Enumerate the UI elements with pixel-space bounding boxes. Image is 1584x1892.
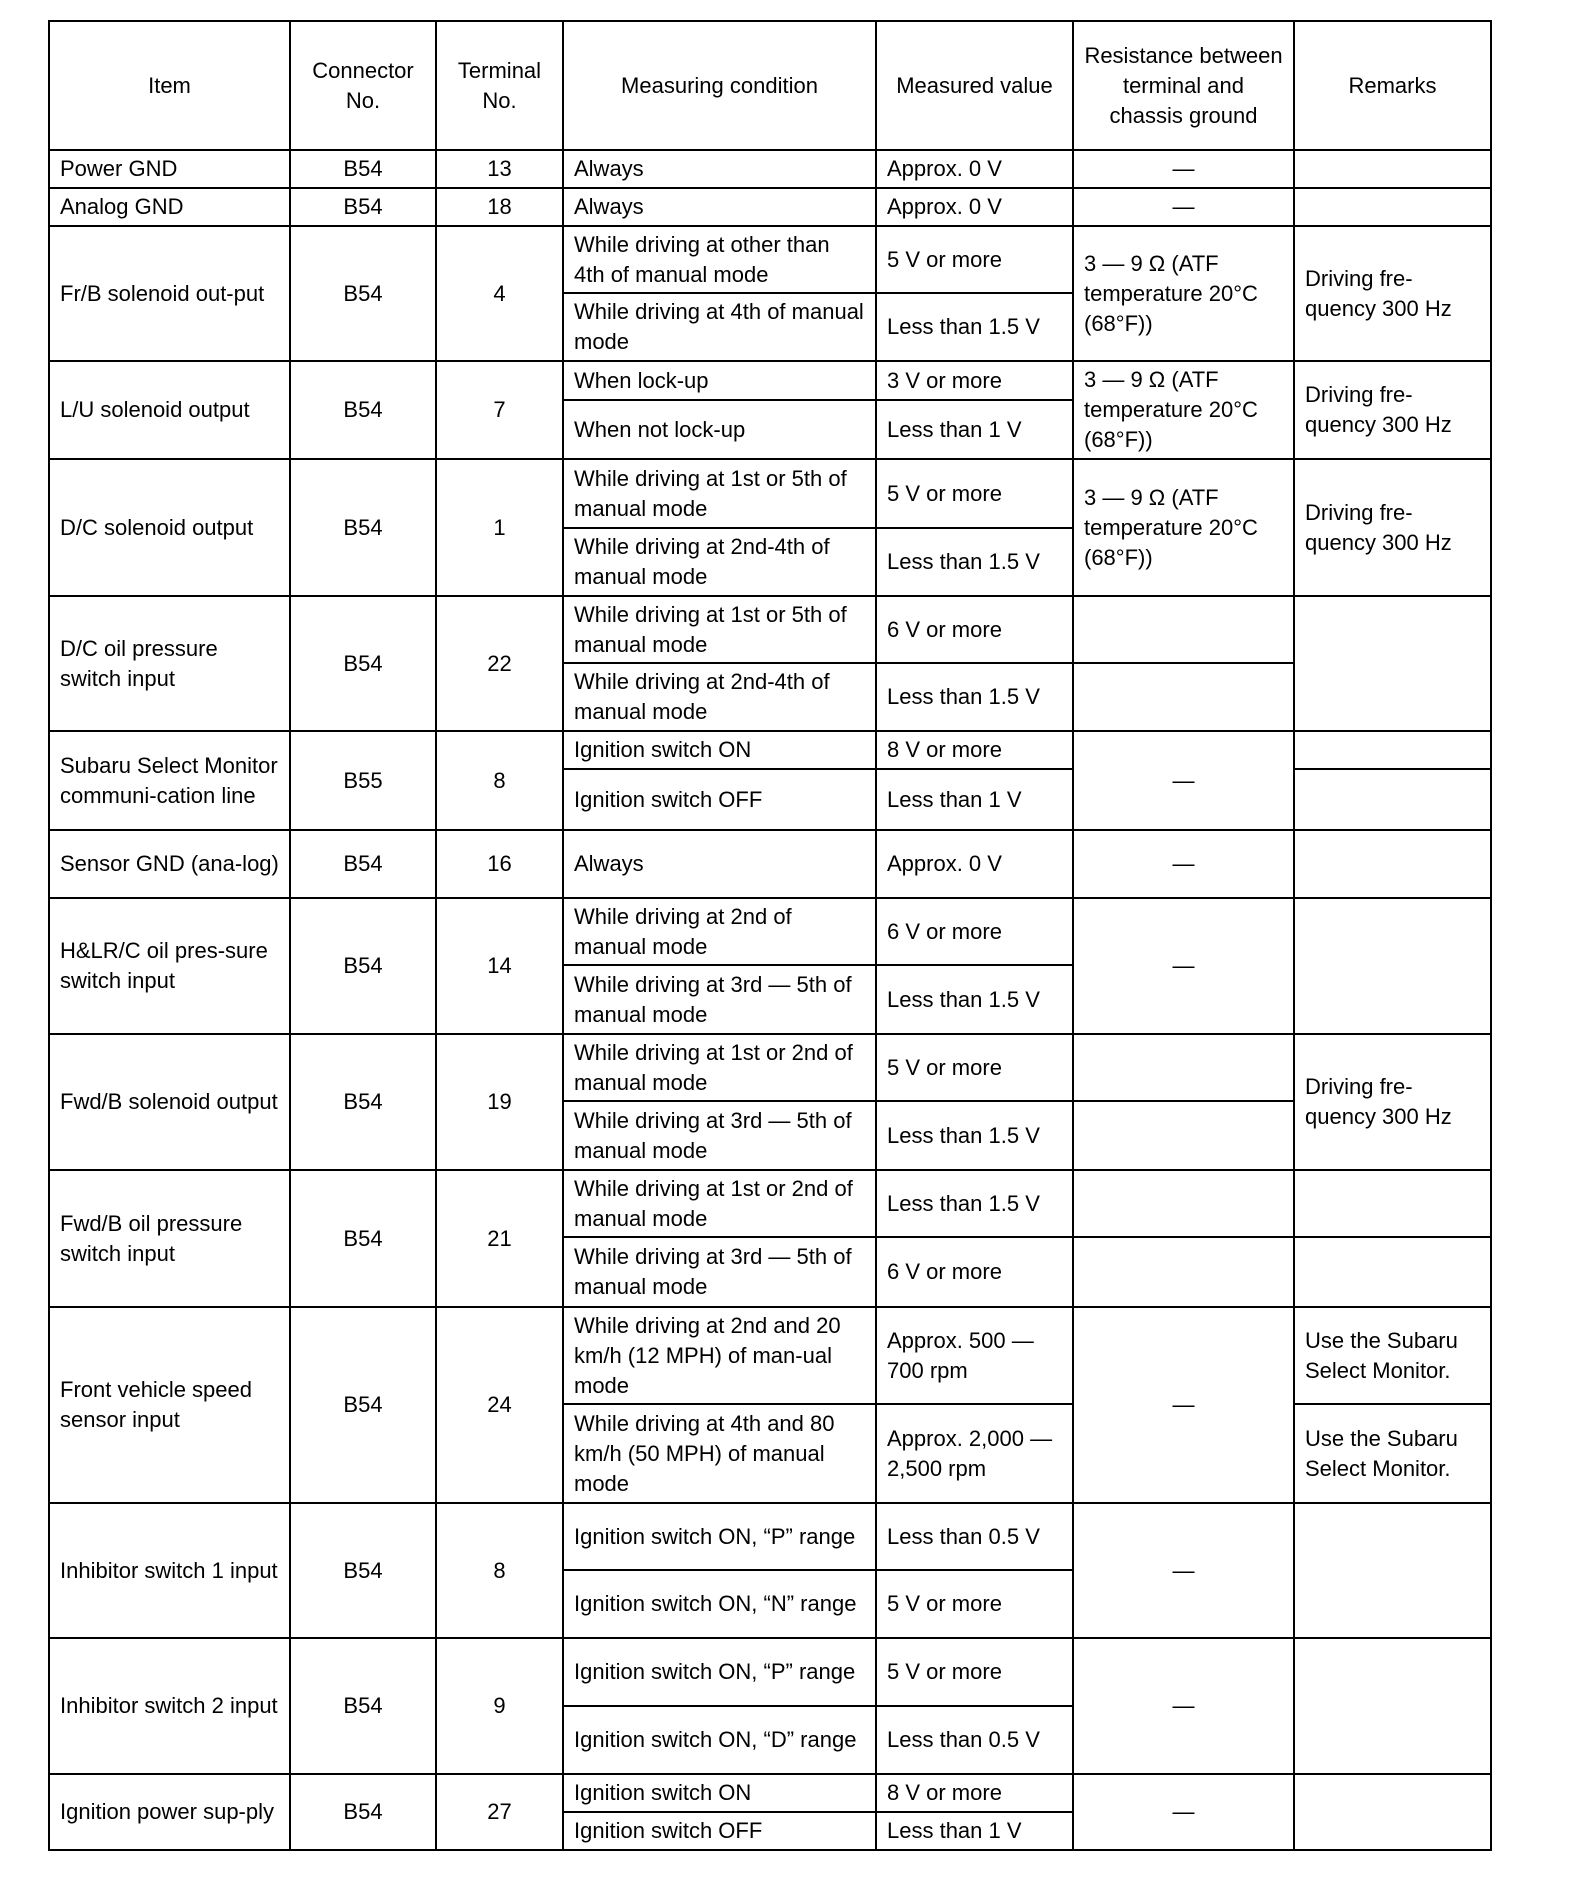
resistance-cell: — bbox=[1073, 898, 1294, 1034]
condition-cell: While driving at 2nd and 20 km/h (12 MPH) of man-ual mode bbox=[563, 1307, 876, 1404]
remarks-cell bbox=[1294, 898, 1491, 1034]
resistance-cell: 3 — 9 Ω (ATF temperature 20°C (68°F)) bbox=[1073, 361, 1294, 459]
condition-cell: While driving at 3rd — 5th of manual mode bbox=[563, 1101, 876, 1170]
measured-value-cell: Less than 1 V bbox=[876, 400, 1073, 459]
terminal-cell: 27 bbox=[436, 1774, 563, 1850]
condition-cell: While driving at 1st or 5th of manual mode bbox=[563, 596, 876, 663]
resistance-cell: — bbox=[1073, 1774, 1294, 1850]
resistance-cell bbox=[1073, 663, 1294, 731]
item-cell: Ignition power sup-ply bbox=[49, 1774, 290, 1850]
measured-value-cell: Less than 1.5 V bbox=[876, 663, 1073, 731]
table-row bbox=[49, 1774, 1491, 1812]
measured-value-cell: 3 V or more bbox=[876, 361, 1073, 400]
measured-value-cell: Approx. 0 V bbox=[876, 150, 1073, 188]
measured-value-cell: Less than 1.5 V bbox=[876, 293, 1073, 361]
remarks-cell bbox=[1294, 1774, 1491, 1850]
measured-value-cell: Approx. 0 V bbox=[876, 188, 1073, 226]
table-row bbox=[49, 1503, 1491, 1570]
condition-cell: While driving at 2nd-4th of manual mode bbox=[563, 528, 876, 596]
resistance-cell bbox=[1073, 596, 1294, 663]
condition-cell: While driving at 1st or 2nd of manual mode bbox=[563, 1034, 876, 1101]
item-cell: H&LR/C oil pres-sure switch input bbox=[49, 898, 290, 1034]
condition-cell: While driving at 4th of manual mode bbox=[563, 293, 876, 361]
condition-cell: While driving at 1st or 5th of manual mode bbox=[563, 459, 876, 528]
measured-value-cell: Less than 1.5 V bbox=[876, 1170, 1073, 1237]
header-row bbox=[49, 21, 1491, 150]
connector-cell: B54 bbox=[290, 459, 436, 596]
terminal-cell: 19 bbox=[436, 1034, 563, 1170]
table-row bbox=[49, 1307, 1491, 1404]
table-row bbox=[49, 361, 1491, 400]
remarks-cell: Driving fre-quency 300 Hz bbox=[1294, 226, 1491, 361]
measured-value-cell: 8 V or more bbox=[876, 1774, 1073, 1812]
item-cell: L/U solenoid output bbox=[49, 361, 290, 459]
item-cell: Front vehicle speed sensor input bbox=[49, 1307, 290, 1503]
table-body bbox=[49, 150, 1491, 1850]
resistance-cell: 3 — 9 Ω (ATF temperature 20°C (68°F)) bbox=[1073, 459, 1294, 596]
header-connector: Connector No. bbox=[290, 21, 436, 150]
item-cell: Fr/B solenoid out-put bbox=[49, 226, 290, 361]
resistance-cell: — bbox=[1073, 1638, 1294, 1774]
terminal-cell: 18 bbox=[436, 188, 563, 226]
condition-cell: When lock-up bbox=[563, 361, 876, 400]
measured-value-cell: Approx. 500 — 700 rpm bbox=[876, 1307, 1073, 1404]
condition-cell: Always bbox=[563, 150, 876, 188]
condition-cell: When not lock-up bbox=[563, 400, 876, 459]
resistance-cell bbox=[1073, 1170, 1294, 1237]
remarks-cell: Use the Subaru Select Monitor. bbox=[1294, 1404, 1491, 1503]
measured-value-cell: 5 V or more bbox=[876, 1570, 1073, 1638]
connector-cell: B54 bbox=[290, 361, 436, 459]
condition-cell: While driving at 2nd-4th of manual mode bbox=[563, 663, 876, 731]
table-row bbox=[49, 150, 1491, 188]
remarks-cell: Driving fre-quency 300 Hz bbox=[1294, 459, 1491, 596]
header-resistance: Resistance between terminal and chassis ground bbox=[1073, 21, 1294, 150]
measured-value-cell: Less than 0.5 V bbox=[876, 1706, 1073, 1774]
remarks-cell: Driving fre-quency 300 Hz bbox=[1294, 1034, 1491, 1170]
table-row bbox=[49, 459, 1491, 528]
item-cell: Inhibitor switch 2 input bbox=[49, 1638, 290, 1774]
condition-cell: While driving at 3rd — 5th of manual mode bbox=[563, 1237, 876, 1307]
measured-value-cell: 5 V or more bbox=[876, 1638, 1073, 1706]
condition-cell: Ignition switch ON, “P” range bbox=[563, 1638, 876, 1706]
resistance-cell bbox=[1073, 1237, 1294, 1307]
connector-cell: B54 bbox=[290, 596, 436, 731]
measured-value-cell: Approx. 0 V bbox=[876, 830, 1073, 898]
terminal-cell: 16 bbox=[436, 830, 563, 898]
resistance-cell: — bbox=[1073, 188, 1294, 226]
remarks-cell bbox=[1294, 1170, 1491, 1237]
terminal-spec-table bbox=[48, 20, 1492, 1851]
remarks-cell bbox=[1294, 1237, 1491, 1307]
terminal-cell: 14 bbox=[436, 898, 563, 1034]
measured-value-cell: Less than 1.5 V bbox=[876, 1101, 1073, 1170]
item-cell: D/C oil pressure switch input bbox=[49, 596, 290, 731]
terminal-cell: 24 bbox=[436, 1307, 563, 1503]
table-row bbox=[49, 226, 1491, 293]
measured-value-cell: 5 V or more bbox=[876, 226, 1073, 293]
terminal-cell: 9 bbox=[436, 1638, 563, 1774]
resistance-cell: 3 — 9 Ω (ATF temperature 20°C (68°F)) bbox=[1073, 226, 1294, 361]
remarks-cell bbox=[1294, 769, 1491, 830]
measured-value-cell: Less than 1 V bbox=[876, 1812, 1073, 1850]
condition-cell: Ignition switch ON bbox=[563, 1774, 876, 1812]
item-cell: Fwd/B solenoid output bbox=[49, 1034, 290, 1170]
measured-value-cell: Less than 0.5 V bbox=[876, 1503, 1073, 1570]
item-cell: Power GND bbox=[49, 150, 290, 188]
connector-cell: B54 bbox=[290, 1774, 436, 1850]
terminal-cell: 21 bbox=[436, 1170, 563, 1307]
connector-cell: B54 bbox=[290, 226, 436, 361]
table-row bbox=[49, 830, 1491, 898]
terminal-cell: 22 bbox=[436, 596, 563, 731]
header-terminal: Terminal No. bbox=[436, 21, 563, 150]
remarks-cell bbox=[1294, 830, 1491, 898]
measured-value-cell: 6 V or more bbox=[876, 1237, 1073, 1307]
condition-cell: Ignition switch OFF bbox=[563, 1812, 876, 1850]
measured-value-cell: 8 V or more bbox=[876, 731, 1073, 769]
resistance-cell: — bbox=[1073, 1503, 1294, 1638]
condition-cell: Always bbox=[563, 188, 876, 226]
terminal-cell: 8 bbox=[436, 731, 563, 830]
connector-cell: B54 bbox=[290, 1170, 436, 1307]
table-row bbox=[49, 731, 1491, 769]
item-cell: Subaru Select Monitor communi-cation line bbox=[49, 731, 290, 830]
connector-cell: B54 bbox=[290, 1307, 436, 1503]
table-row bbox=[49, 1034, 1491, 1101]
condition-cell: While driving at 2nd of manual mode bbox=[563, 898, 876, 965]
item-cell: Analog GND bbox=[49, 188, 290, 226]
connector-cell: B54 bbox=[290, 1638, 436, 1774]
remarks-cell bbox=[1294, 731, 1491, 769]
item-cell: Inhibitor switch 1 input bbox=[49, 1503, 290, 1638]
terminal-cell: 4 bbox=[436, 226, 563, 361]
condition-cell: Ignition switch ON, “D” range bbox=[563, 1706, 876, 1774]
condition-cell: Ignition switch OFF bbox=[563, 769, 876, 830]
resistance-cell: — bbox=[1073, 1307, 1294, 1503]
condition-cell: While driving at 1st or 2nd of manual mode bbox=[563, 1170, 876, 1237]
table-row bbox=[49, 1638, 1491, 1706]
measured-value-cell: Less than 1.5 V bbox=[876, 528, 1073, 596]
resistance-cell bbox=[1073, 1101, 1294, 1170]
resistance-cell: — bbox=[1073, 731, 1294, 830]
measured-value-cell: 6 V or more bbox=[876, 898, 1073, 965]
condition-cell: Ignition switch ON, “N” range bbox=[563, 1570, 876, 1638]
condition-cell: Always bbox=[563, 830, 876, 898]
connector-cell: B54 bbox=[290, 188, 436, 226]
resistance-cell: — bbox=[1073, 830, 1294, 898]
connector-cell: B54 bbox=[290, 1034, 436, 1170]
condition-cell: While driving at 4th and 80 km/h (50 MPH) of manual mode bbox=[563, 1404, 876, 1503]
remarks-cell bbox=[1294, 596, 1491, 731]
measured-value-cell: 5 V or more bbox=[876, 1034, 1073, 1101]
terminal-cell: 1 bbox=[436, 459, 563, 596]
connector-cell: B54 bbox=[290, 830, 436, 898]
measured-value-cell: Less than 1.5 V bbox=[876, 965, 1073, 1034]
condition-cell: While driving at 3rd — 5th of manual mode bbox=[563, 965, 876, 1034]
remarks-cell bbox=[1294, 1638, 1491, 1774]
header-value: Measured value bbox=[876, 21, 1073, 150]
terminal-cell: 13 bbox=[436, 150, 563, 188]
table-row bbox=[49, 898, 1491, 965]
header-item: Item bbox=[49, 21, 290, 150]
item-cell: Fwd/B oil pressure switch input bbox=[49, 1170, 290, 1307]
item-cell: Sensor GND (ana-log) bbox=[49, 830, 290, 898]
table-row bbox=[49, 596, 1491, 663]
measured-value-cell: 6 V or more bbox=[876, 596, 1073, 663]
connector-cell: B54 bbox=[290, 898, 436, 1034]
condition-cell: Ignition switch ON, “P” range bbox=[563, 1503, 876, 1570]
condition-cell: While driving at other than 4th of manual mode bbox=[563, 226, 876, 293]
terminal-cell: 8 bbox=[436, 1503, 563, 1638]
table-row bbox=[49, 188, 1491, 226]
measured-value-cell: Approx. 2,000 — 2,500 rpm bbox=[876, 1404, 1073, 1503]
header-condition: Measuring condition bbox=[563, 21, 876, 150]
resistance-cell bbox=[1073, 1034, 1294, 1101]
resistance-cell: — bbox=[1073, 150, 1294, 188]
remarks-cell bbox=[1294, 188, 1491, 226]
measured-value-cell: 5 V or more bbox=[876, 459, 1073, 528]
table-row bbox=[49, 1170, 1491, 1237]
remarks-cell: Use the Subaru Select Monitor. bbox=[1294, 1307, 1491, 1404]
connector-cell: B54 bbox=[290, 150, 436, 188]
connector-cell: B54 bbox=[290, 1503, 436, 1638]
remarks-cell bbox=[1294, 150, 1491, 188]
condition-cell: Ignition switch ON bbox=[563, 731, 876, 769]
item-cell: D/C solenoid output bbox=[49, 459, 290, 596]
header-remarks: Remarks bbox=[1294, 21, 1491, 150]
remarks-cell: Driving fre-quency 300 Hz bbox=[1294, 361, 1491, 459]
connector-cell: B55 bbox=[290, 731, 436, 830]
terminal-cell: 7 bbox=[436, 361, 563, 459]
measured-value-cell: Less than 1 V bbox=[876, 769, 1073, 830]
remarks-cell bbox=[1294, 1503, 1491, 1638]
